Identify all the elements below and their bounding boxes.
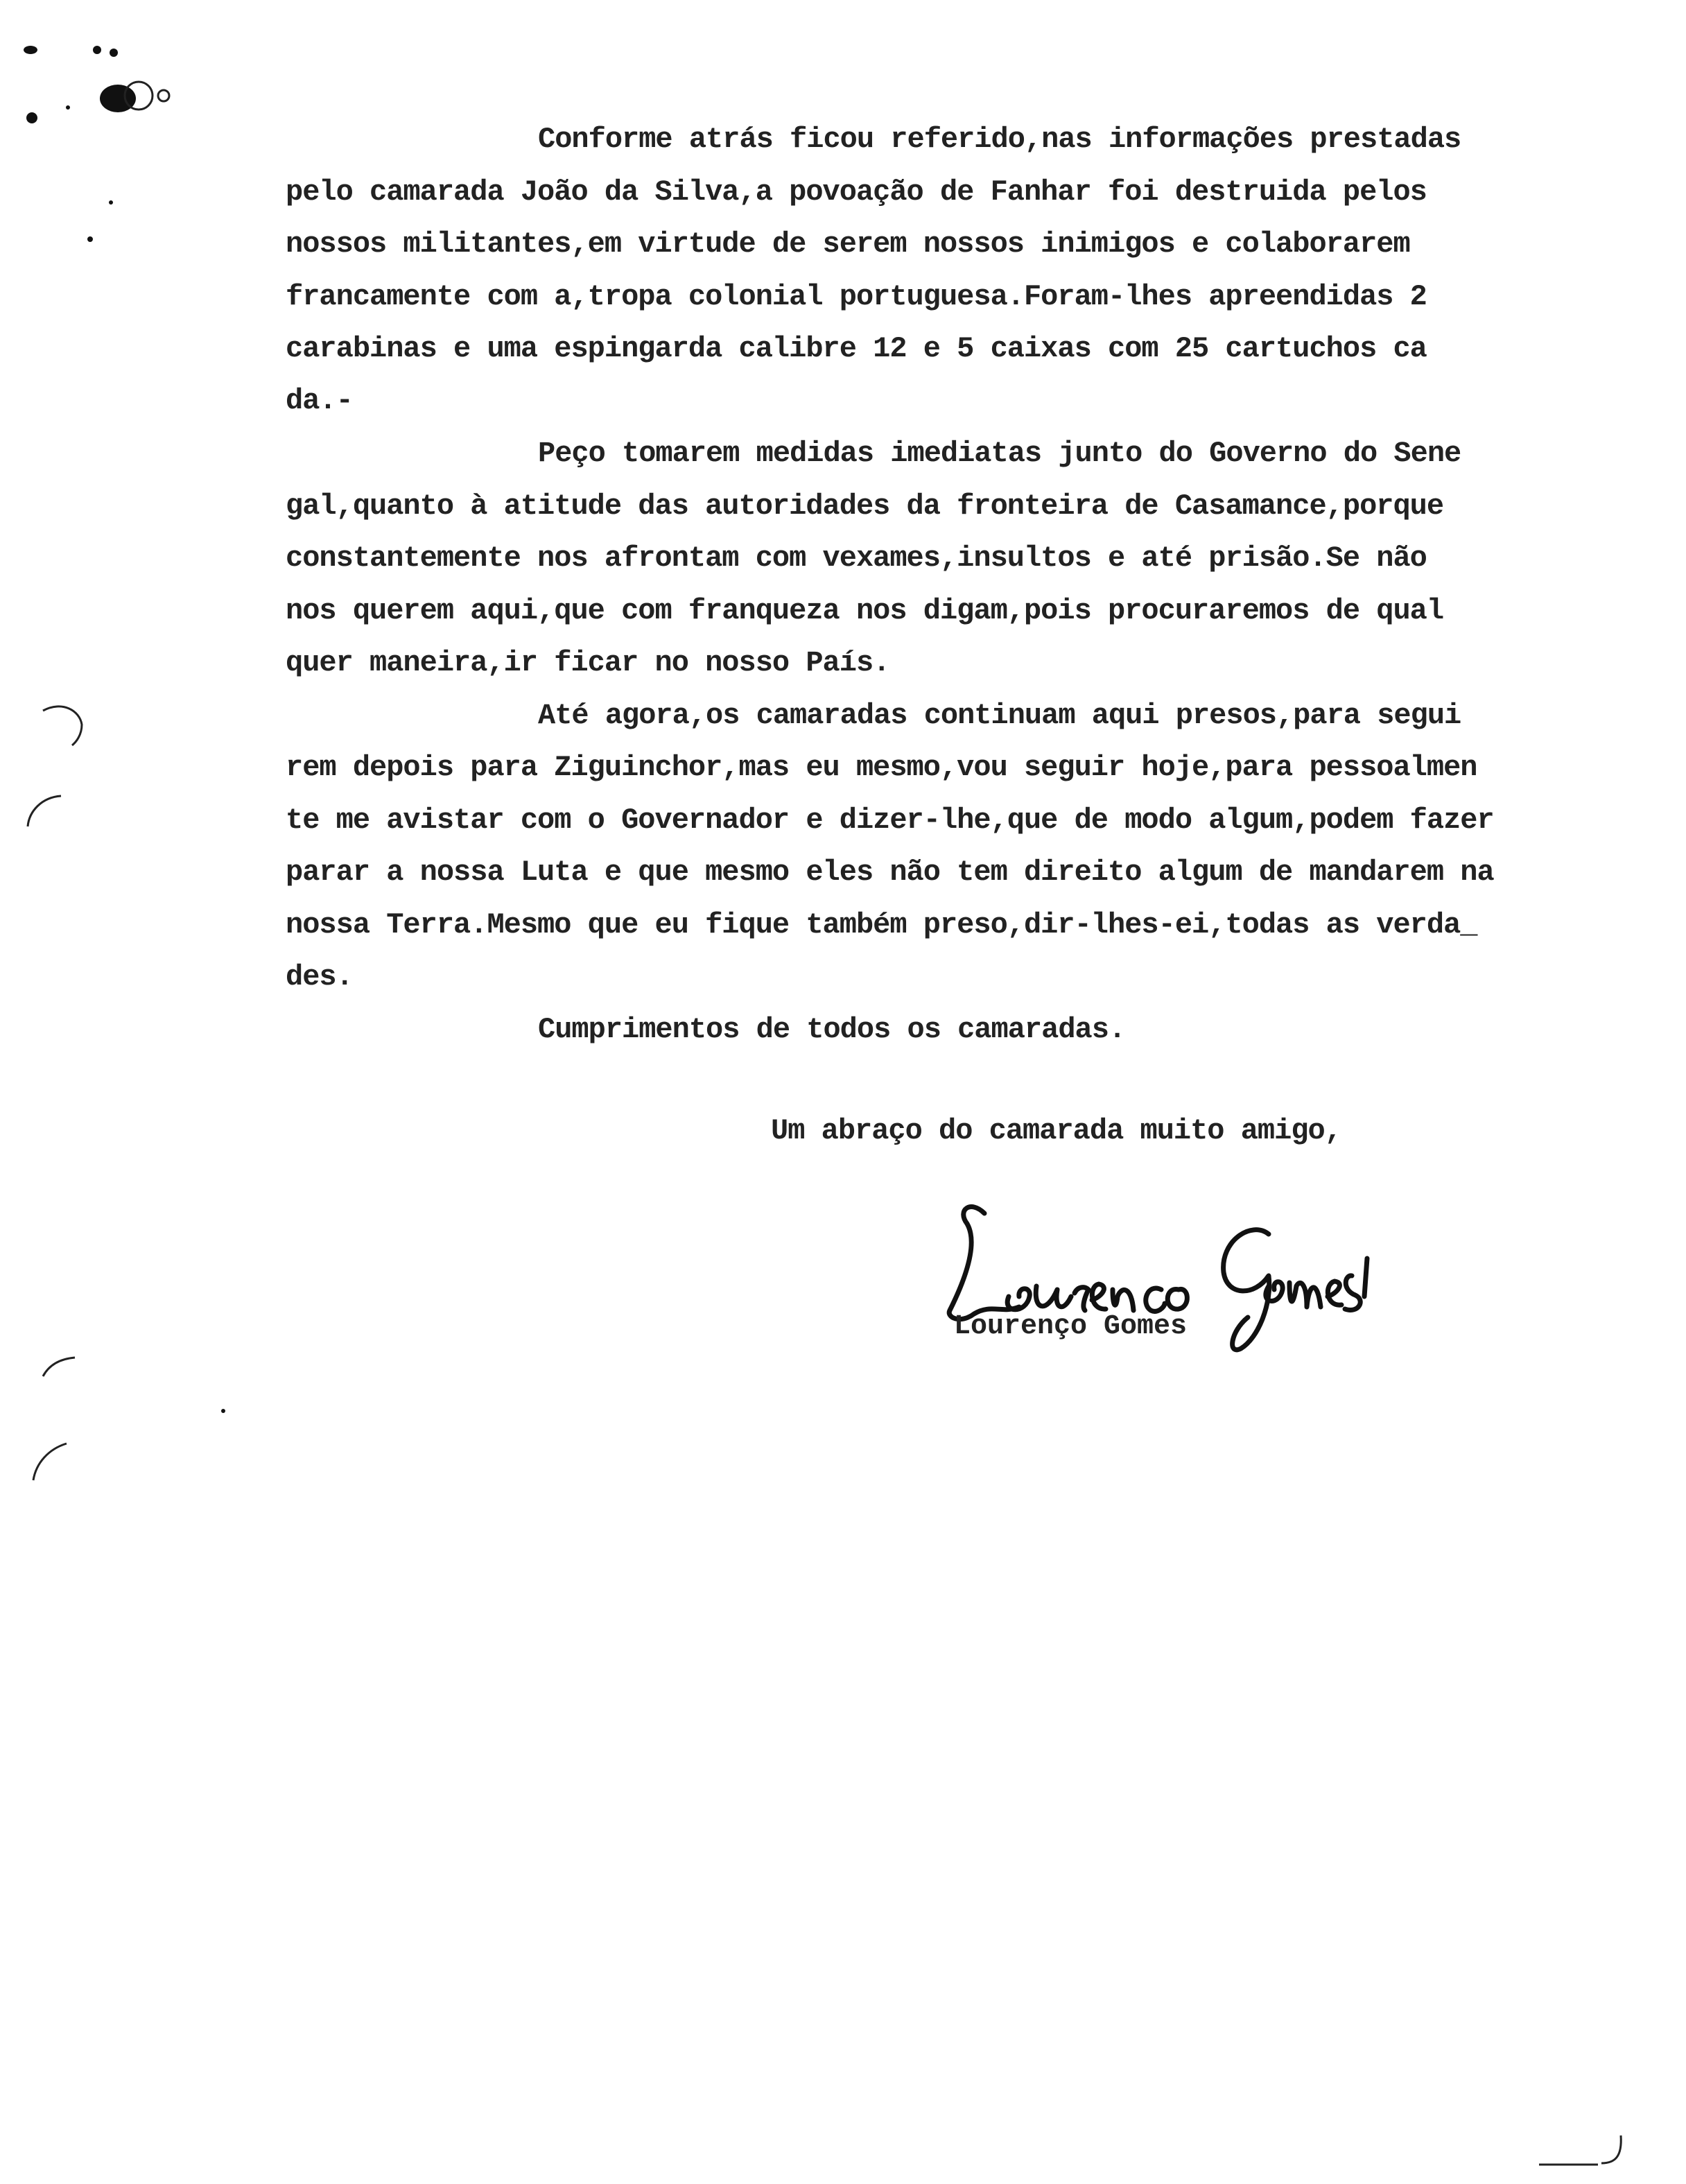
letter-line: Conforme atrás ficou referido,nas informações prestadas <box>538 123 1461 156</box>
letter-line: Até agora,os camaradas continuam aqui presos,para segui <box>538 699 1461 732</box>
letter-line: gal,quanto à atitude das autoridades da fronteira de Casamance,porque <box>286 489 1444 523</box>
letter-line: da.- <box>286 384 353 417</box>
letter-line: des. <box>286 960 353 994</box>
letter-line: pelo camarada João da Silva,a povoação de Fanhar foi destruida pelos <box>286 175 1427 209</box>
letter-line: rem depois para Ziguinchor,mas eu mesmo,vou seguir hoje,para pessoalmen <box>286 751 1477 784</box>
letter-line: carabinas e uma espingarda calibre 12 e 5 caixas com 25 cartuchos ca <box>286 332 1427 365</box>
letter-line: francamente com a,tropa colonial portuguesa.Foram-lhes apreendidas 2 <box>286 280 1427 313</box>
greeting-line: Cumprimentos de todos os camaradas. <box>538 1013 1126 1046</box>
letter-line: constantemente nos afrontam com vexames,insultos e até prisão.Se não <box>286 541 1427 575</box>
letter-line: parar a nossa Luta e que mesmo eles não tem direito algum de mandarem na <box>286 856 1494 889</box>
letter-line: Peço tomarem medidas imediatas junto do Governo do Sene <box>538 437 1461 470</box>
letter-line: te me avistar com o Governador e dizer-lhe,que de modo algum,podem fazer <box>286 804 1494 837</box>
typed-signature-name: Lourenço Gomes <box>954 1311 1188 1342</box>
letter-line: nossa Terra.Mesmo que eu fique também preso,dir-lhes-ei,todas as verda_ <box>286 908 1477 942</box>
letter-line: nos querem aqui,que com franqueza nos digam,pois procuraremos de qual <box>286 594 1444 627</box>
closing-line: Um abraço do camarada muito amigo, <box>771 1114 1341 1147</box>
letter-line: quer maneira,ir ficar no nosso País. <box>286 646 890 679</box>
letter-line: nossos militantes,em virtude de serem nossos inimigos e colaborarem <box>286 227 1410 261</box>
